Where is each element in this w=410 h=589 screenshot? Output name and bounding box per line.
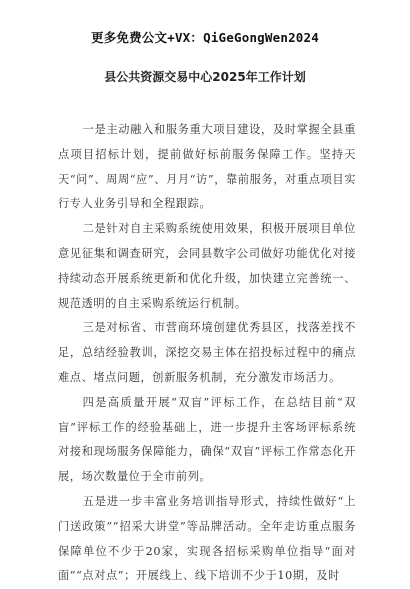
paragraph-4: 四是高质量开展“双盲”评标工作，在总结目前“双盲”评标工作的经验基础上，进一步提升主客场评标系统对接和现场服务保障能力，确保“双盲”评标工作常态化开展，场次数量位于全市前列。: [58, 395, 356, 484]
document-body: [58, 118, 356, 589]
paragraph-2: 二是针对自主采购系统使用效果，积极开展项目单位意见征集和调查研究，会同县数字公司做好功能优化对接持续动态开展系统更新和优化升级，加快建立完善统一、规范透明的自主采购系统运行机制。: [58, 222, 356, 310]
document-title: 县公共资源交易中心2025年工作计划: [104, 70, 306, 84]
paragraph-3: 三是对标省、市营商环境创建优秀县区，找落差找不足，总结经验教训，深挖交易主体在招投标过程中的痛点难点、堵点问题，创新服务机制，充分激发市场活力。: [58, 321, 356, 384]
paragraph-5: 五是进一步丰富业务培训指导形式，持续性做好“上门送政策”“招采大讲堂”等品牌活动。全年走访重点服务保障单位不少于20家，实现各招标采购单位指导“面对面”“点对点”；开展线上、线下培训不少于10期，及时: [58, 494, 356, 583]
watermark-header: 更多免费公文+VX：QiGeGongWen2024: [91, 30, 319, 45]
paragraph-1: 一是主动融入和服务重大项目建设，及时掌握全县重点项目招标计划，提前做好标前服务保障工作。坚持天天“问”、周周“应”、月月“访”，靠前服务，对重点项目实行专人业务引导和全程跟踪。: [58, 123, 356, 211]
